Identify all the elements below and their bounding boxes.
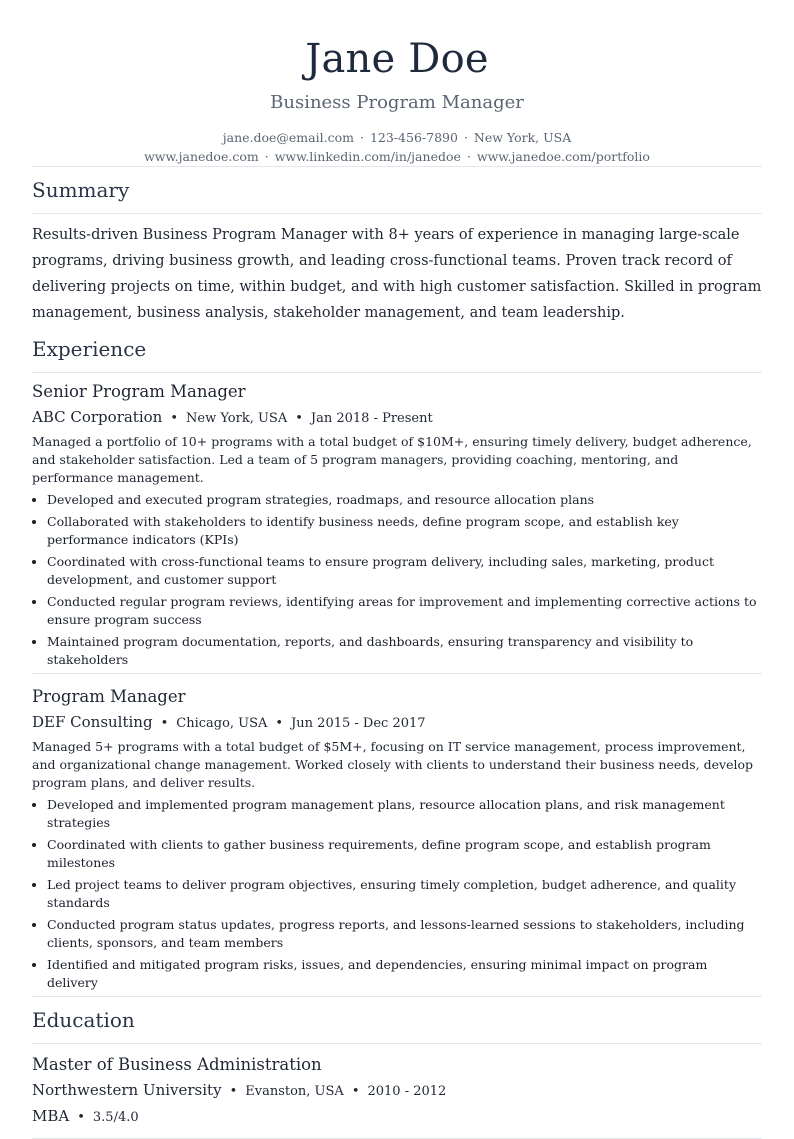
job-description: Managed a portfolio of 10+ programs with a total budget of $10M+, ensuring timely delivery, budget adherence, and stakeholder satisfaction. Led a team of 5 program managers, providing coaching, mentoring, and performance management. — [32, 434, 752, 485]
resume-page — [32, 0, 762, 1139]
experience-divider — [32, 372, 762, 373]
experience-section — [32, 336, 762, 997]
school-location: Evanston, USA — [245, 1084, 344, 1099]
list-item: • Led project teams to deliver program objectives, ensuring timely completion, budget adherence, and quality standards — [47, 876, 762, 912]
education-meta: Northwestern University • Evanston, USA • 2010 - 2012 — [32, 1081, 447, 1099]
location: New York, USA — [473, 130, 572, 145]
education-section — [32, 1007, 762, 1139]
job-entry — [32, 686, 762, 992]
list-item: • Maintained program documentation, reports, and dashboards, ensuring transparency and visibility to stakeholders — [47, 633, 762, 669]
phone-number: 123-456-7890 — [369, 130, 458, 145]
company-name: DEF Consulting — [32, 713, 153, 731]
education-dates: 2010 - 2012 — [367, 1084, 447, 1099]
job-entry — [32, 381, 762, 669]
job-bullets — [32, 796, 762, 992]
education-detail: MBA • 3.5/4.0 — [32, 1107, 139, 1125]
summary-text: Results-driven Business Program Manager with 8+ years of experience in managing large-scale programs, driving business growth, and leading cross-functional teams. Proven track record of delivering projects on time, within budget, and with high customer satisfaction. Skilled in program management, business analysis, stakeholder management, and team leadership. — [32, 227, 762, 321]
education-entry — [32, 1054, 762, 1128]
list-item: • Developed and executed program strategies, roadmaps, and resource allocation plans — [47, 491, 762, 509]
school-name: Northwestern University — [32, 1081, 222, 1099]
job-divider — [32, 996, 762, 997]
list-item: • Identified and mitigated program risks, issues, and dependencies, ensuring minimal impact on program delivery — [47, 956, 762, 992]
job-dates: Jan 2018 - Present — [310, 411, 433, 426]
company-name: ABC Corporation — [32, 408, 163, 426]
job-description: Managed 5+ programs with a total budget of $5M+, focusing on IT service management, process improvement, and organizational change management. Worked closely with clients to understand their business needs, develop program plans, and deliver results. — [32, 739, 754, 790]
summary-section — [32, 177, 762, 326]
job-title: Senior Program Manager — [32, 382, 246, 401]
job-bullets — [32, 491, 762, 669]
experience-heading: Experience — [32, 337, 147, 361]
header-divider — [32, 166, 762, 167]
degree-major: MBA — [32, 1107, 70, 1125]
candidate-title: Business Program Manager — [270, 92, 524, 113]
contact-line-1: jane.doe@email.com · 123-456-7890 · New York, USA — [222, 130, 572, 145]
job-location: New York, USA — [186, 411, 288, 426]
resume-header — [32, 36, 762, 166]
job-meta: ABC Corporation • New York, USA • Jan 2018 - Present — [32, 408, 433, 426]
job-divider — [32, 673, 762, 674]
list-item: • Developed and implemented program management plans, resource allocation plans, and risk management strategies — [47, 796, 762, 832]
list-item: • Conducted program status updates, progress reports, and lessons-learned sessions to stakeholders, including clients, sponsors, and team members — [47, 916, 762, 952]
list-item: • Coordinated with clients to gather business requirements, define program scope, and establish program milestones — [47, 836, 762, 872]
gpa: 3.5/4.0 — [92, 1110, 139, 1125]
job-meta: DEF Consulting • Chicago, USA • Jun 2015 - Dec 2017 — [32, 713, 426, 731]
list-item: • Conducted regular program reviews, identifying areas for improvement and implementing corrective actions to ensure program success — [47, 593, 762, 629]
summary-heading: Summary — [32, 178, 130, 202]
portfolio-link[interactable]: www.janedoe.com/portfolio — [476, 149, 650, 164]
email-link[interactable]: jane.doe@email.com — [222, 130, 354, 145]
job-dates: Jun 2015 - Dec 2017 — [291, 716, 426, 731]
contact-info — [32, 128, 762, 166]
list-item: • Coordinated with cross-functional teams to ensure program delivery, including sales, marketing, product development, and customer support — [47, 553, 762, 589]
degree-title: Master of Business Administration — [32, 1055, 322, 1074]
contact-line-2: www.janedoe.com · www.linkedin.com/in/janedoe · www.janedoe.com/portfolio — [144, 149, 650, 164]
website-link[interactable]: www.janedoe.com — [144, 149, 259, 164]
education-divider — [32, 1043, 762, 1044]
job-title: Program Manager — [32, 687, 186, 706]
job-location: Chicago, USA — [176, 716, 268, 731]
summary-divider — [32, 213, 762, 214]
linkedin-link[interactable]: www.linkedin.com/in/janedoe — [274, 149, 461, 164]
education-heading: Education — [32, 1008, 135, 1032]
candidate-name: Jane Doe — [305, 36, 489, 82]
list-item: • Collaborated with stakeholders to identify business needs, define program scope, and establish key performance indicators (KPIs) — [47, 513, 762, 549]
